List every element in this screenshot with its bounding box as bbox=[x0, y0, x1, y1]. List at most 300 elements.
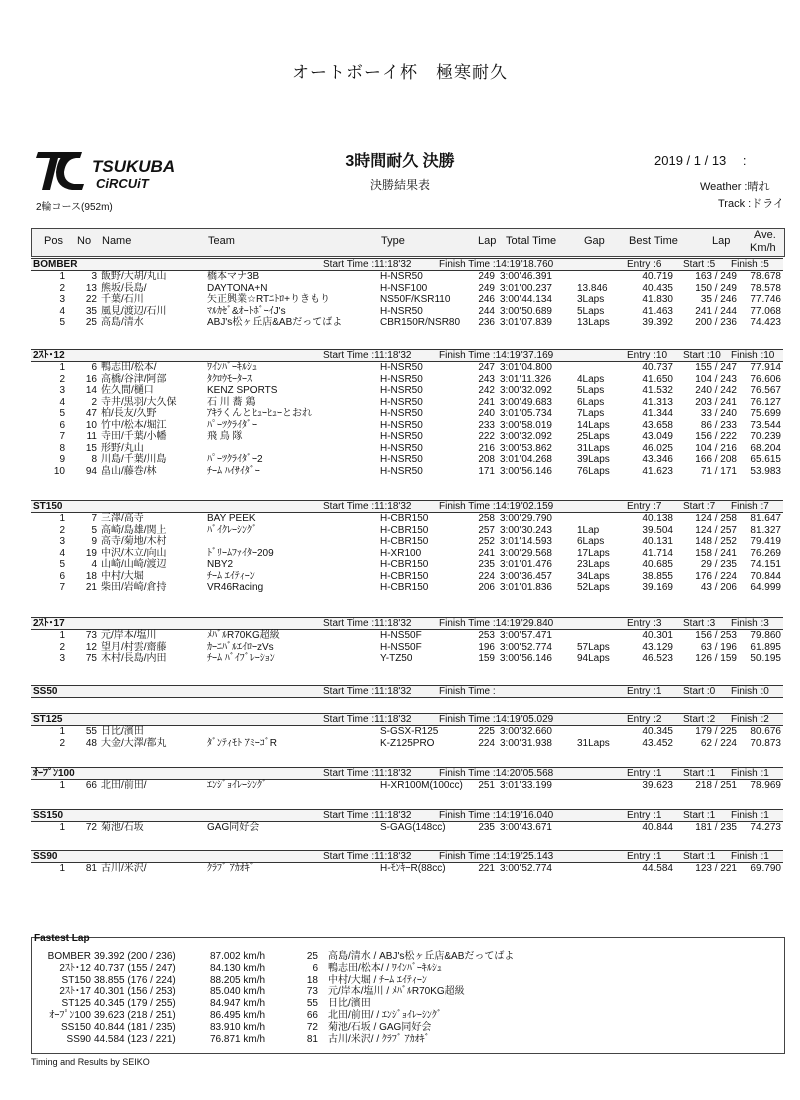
cell-no: 12 bbox=[85, 641, 97, 653]
cell-lap: 258 bbox=[478, 513, 495, 524]
fastest-lap-speed: 84.130 km/h bbox=[210, 962, 266, 974]
fastest-lap-rider-team: 北田/前田/ / ｴﾝｼﾞｮｲﾚｰｼﾝｸﾞ bbox=[328, 1010, 442, 1021]
race-title: 3時間耐久 決勝 bbox=[345, 153, 455, 170]
fastest-lap-rider-team: 菊池/石坂 / GAG同好会 bbox=[328, 1021, 432, 1033]
fastest-lap-time: 39.623 (218 / 251) bbox=[94, 1010, 176, 1021]
cell-gap: 31Laps bbox=[577, 737, 610, 749]
section-entry: Entry :2 bbox=[627, 714, 662, 725]
cell-total-time: 3:01'01.476 bbox=[500, 559, 552, 570]
cell-total-time: 3:00'29.790 bbox=[500, 513, 552, 524]
fastest-lap-row bbox=[0, 1010, 800, 1022]
course-name: 2輪コース(952m) bbox=[36, 202, 113, 213]
cell-total-time: 3:00'58.019 bbox=[500, 419, 552, 431]
cell-team: ﾀﾞﾝﾃｨﾓﾄ ｱﾐｰｺﾞR bbox=[207, 737, 277, 749]
section-finish-time: Finish Time : bbox=[439, 686, 496, 697]
logo-text-bottom: CiRCUiT bbox=[96, 176, 149, 191]
cell-name: 川島/千葉/川島 bbox=[101, 454, 167, 465]
cell-best-lap: 29 / 235 bbox=[700, 559, 737, 570]
section-finish-count: Finish :7 bbox=[731, 501, 769, 512]
cell-avg-speed: 68.204 bbox=[750, 442, 781, 454]
cell-avg-speed: 50.195 bbox=[750, 653, 781, 664]
cell-best-time: 43.452 bbox=[642, 737, 673, 749]
cell-team: ｶｰﾆﾊﾞﾙｴｲﾛｰzVs bbox=[207, 641, 274, 653]
fastest-lap-row bbox=[0, 986, 800, 998]
header-name: Name bbox=[102, 235, 132, 247]
cell-total-time: 3:00'32.092 bbox=[500, 431, 552, 442]
cell-total-time: 3:01'04.268 bbox=[500, 454, 552, 465]
cell-type: K-Z125PRO bbox=[380, 737, 435, 749]
cell-lap: 253 bbox=[478, 630, 495, 641]
cell-name: 山崎/山崎/渡辺 bbox=[101, 559, 167, 570]
cell-type: H-CBR150 bbox=[380, 513, 429, 524]
cell-best-time: 39.504 bbox=[642, 524, 673, 536]
header-avg-unit: Km/h bbox=[750, 242, 776, 254]
cell-gap: 4Laps bbox=[577, 373, 605, 385]
cell-total-time: 3:00'52.774 bbox=[500, 863, 552, 874]
table-row bbox=[31, 822, 783, 834]
cell-pos: 3 bbox=[59, 385, 65, 396]
cell-pos: 2 bbox=[59, 524, 65, 536]
fastest-lap-no: 18 bbox=[306, 974, 318, 986]
header-best-lap: Lap bbox=[712, 235, 731, 247]
cell-best-time: 40.131 bbox=[642, 536, 673, 547]
cell-best-time: 43.658 bbox=[642, 419, 673, 431]
cell-name: 寺井/黒羽/大久保 bbox=[101, 396, 177, 408]
cell-no: 72 bbox=[85, 822, 97, 833]
table-row bbox=[31, 397, 783, 409]
cell-pos: 7 bbox=[59, 582, 65, 593]
cell-lap: 249 bbox=[478, 282, 495, 294]
cell-name: 佐久間/樋口 bbox=[101, 385, 154, 396]
footer-credit: Timing and Results by SEIKO bbox=[31, 1057, 150, 1067]
section-header bbox=[31, 500, 783, 513]
cell-pos: 4 bbox=[59, 547, 65, 559]
section-start-time: Start Time :11:18'32 bbox=[323, 259, 412, 270]
cell-gap: 57Laps bbox=[577, 641, 610, 653]
section-2 bbox=[31, 500, 783, 594]
fastest-lap-time: 44.584 (123 / 221) bbox=[94, 1033, 176, 1045]
table-row bbox=[31, 294, 783, 306]
cell-best-time: 44.584 bbox=[642, 863, 673, 874]
cell-lap: 196 bbox=[478, 641, 495, 653]
cell-total-time: 3:00'56.146 bbox=[500, 653, 552, 664]
section-7 bbox=[31, 809, 783, 834]
weather-info: Weather :晴れ bbox=[700, 181, 770, 193]
header-pos: Pos bbox=[44, 235, 63, 247]
cell-pos: 1 bbox=[59, 630, 65, 641]
cell-total-time: 3:00'32.660 bbox=[500, 726, 552, 737]
cell-total-time: 3:00'49.683 bbox=[500, 396, 552, 408]
section-start-time: Start Time :11:18'32 bbox=[323, 501, 412, 512]
cell-gap: 94Laps bbox=[577, 653, 610, 664]
cell-lap: 241 bbox=[478, 547, 495, 559]
cell-type: S-GSX-R125 bbox=[380, 726, 439, 737]
fastest-lap-no: 25 bbox=[306, 951, 318, 962]
cell-no: 13 bbox=[85, 282, 97, 294]
cell-pos: 2 bbox=[59, 737, 65, 749]
cell-type: H-CBR150 bbox=[380, 582, 429, 593]
fastest-lap-speed: 86.495 km/h bbox=[210, 1010, 266, 1021]
cell-total-time: 3:01'14.593 bbox=[500, 536, 552, 547]
fastest-lap-rider-team: 日比/濱田 bbox=[328, 998, 371, 1010]
section-finish-count: Finish :2 bbox=[731, 714, 769, 725]
cell-lap: 242 bbox=[478, 385, 495, 396]
cell-team: ﾊﾟｰﾂｸﾗｲﾀﾞｰ bbox=[207, 419, 257, 431]
fastest-lap-time: 40.737 (155 / 247) bbox=[94, 962, 176, 974]
cell-total-time: 3:01'04.800 bbox=[500, 362, 552, 373]
cell-lap: 224 bbox=[478, 570, 495, 582]
cell-best-time: 43.049 bbox=[642, 431, 673, 442]
cell-avg-speed: 73.544 bbox=[750, 419, 781, 431]
table-row bbox=[31, 283, 783, 295]
cell-pos: 4 bbox=[59, 396, 65, 408]
cell-gap: 1Lap bbox=[577, 524, 600, 536]
cell-avg-speed: 77.746 bbox=[750, 294, 781, 305]
cell-total-time: 3:01'33.199 bbox=[500, 780, 552, 791]
cell-no: 55 bbox=[85, 726, 97, 737]
table-row bbox=[31, 454, 783, 466]
cell-gap: 6Laps bbox=[577, 396, 605, 408]
cell-total-time: 3:00'36.457 bbox=[500, 570, 552, 582]
header-lap: Lap bbox=[478, 235, 497, 247]
section-entry: Entry :6 bbox=[627, 259, 662, 270]
cell-name: 風見/渡辺/石川 bbox=[101, 305, 167, 317]
table-row bbox=[31, 571, 783, 583]
cell-total-time: 3:00'31.938 bbox=[500, 737, 552, 749]
section-start-time: Start Time :11:18'32 bbox=[323, 714, 412, 725]
cell-best-lap: 181 / 235 bbox=[695, 822, 737, 833]
fastest-lap-time: 40.844 (181 / 235) bbox=[94, 1021, 176, 1033]
cell-best-lap: 218 / 251 bbox=[695, 780, 737, 791]
cell-best-lap: 155 / 247 bbox=[695, 362, 737, 373]
cell-best-lap: 123 / 221 bbox=[695, 863, 737, 874]
cell-team: ﾏﾙｶｾﾞ&ｵｰﾄﾎﾞｰｲJ's bbox=[207, 305, 286, 317]
cell-best-time: 41.714 bbox=[642, 547, 673, 559]
fastest-lap-no: 6 bbox=[312, 962, 318, 974]
section-finish-count: Finish :1 bbox=[731, 851, 769, 862]
section-finish-time: Finish Time :14:19'16.040 bbox=[439, 810, 554, 821]
cell-lap: 249 bbox=[478, 271, 495, 282]
section-finish-time: Finish Time :14:19'25.143 bbox=[439, 851, 554, 862]
cell-name: 寺田/千葉/小幡 bbox=[101, 431, 167, 442]
section-start-time: Start Time :11:18'32 bbox=[323, 618, 412, 629]
fastest-lap-time: 40.345 (179 / 255) bbox=[94, 998, 176, 1010]
fastest-lap-no: 81 bbox=[306, 1033, 318, 1045]
fastest-lap-class: 2ｽﾄ･17 bbox=[59, 986, 91, 998]
cell-pos: 5 bbox=[59, 559, 65, 570]
fastest-lap-no: 73 bbox=[306, 986, 318, 998]
table-row bbox=[31, 374, 783, 386]
cell-avg-speed: 78.678 bbox=[750, 271, 781, 282]
section-category: SS150 bbox=[33, 810, 64, 821]
fastest-lap-rider-team: 高島/清水 / ABJ's松ヶ丘店&ABだってばよ bbox=[328, 951, 515, 962]
cell-pos: 6 bbox=[59, 419, 65, 431]
cell-name: 柴田/岩崎/倉持 bbox=[101, 582, 167, 593]
cell-name: 竹中/松本/堀江 bbox=[101, 419, 167, 431]
section-5 bbox=[31, 713, 783, 749]
section-finish-time: Finish Time :14:19'29.840 bbox=[439, 618, 554, 629]
cell-name: 千葉/石川 bbox=[101, 294, 144, 305]
section-4 bbox=[31, 685, 783, 698]
cell-best-time: 41.344 bbox=[642, 408, 673, 419]
cell-total-time: 3:00'44.134 bbox=[500, 294, 552, 305]
cell-pos: 1 bbox=[59, 271, 65, 282]
cell-type: H-XR100 bbox=[380, 547, 422, 559]
cell-gap: 5Laps bbox=[577, 305, 605, 317]
cell-type: Y-TZ50 bbox=[380, 653, 413, 664]
fastest-lap-class: SS150 bbox=[60, 1021, 91, 1033]
cell-pos: 1 bbox=[59, 780, 65, 791]
cell-no: 5 bbox=[91, 524, 97, 536]
cell-no: 66 bbox=[85, 780, 97, 791]
cell-name: 畠山/藤巻/林 bbox=[101, 465, 157, 477]
fastest-lap-no: 66 bbox=[306, 1010, 318, 1021]
cell-best-time: 38.855 bbox=[642, 570, 673, 582]
cell-type: H-NSR50 bbox=[380, 362, 423, 373]
cell-pos: 3 bbox=[59, 536, 65, 547]
cell-name: 望月/村雲/齋藤 bbox=[101, 641, 167, 653]
cell-lap: 246 bbox=[478, 294, 495, 305]
fastest-lap-rider-team: 鴨志田/松本/ / ﾜｲﾝﾊﾞｰｷﾙｼｭ bbox=[328, 962, 442, 974]
section-6 bbox=[31, 767, 783, 792]
cell-total-time: 3:00'56.146 bbox=[500, 465, 552, 477]
cell-team: GAG同好会 bbox=[207, 822, 260, 833]
cell-lap: 235 bbox=[478, 822, 495, 833]
table-row bbox=[31, 362, 783, 374]
section-category: 2ｽﾄ･12 bbox=[33, 350, 65, 361]
section-1 bbox=[31, 349, 783, 477]
fastest-lap-row bbox=[0, 998, 800, 1010]
fastest-lap-speed: 85.040 km/h bbox=[210, 986, 266, 998]
cell-pos: 10 bbox=[53, 465, 65, 477]
fastest-lap-row bbox=[0, 951, 800, 963]
cell-best-time: 41.532 bbox=[642, 385, 673, 396]
cell-best-lap: 166 / 208 bbox=[695, 454, 737, 465]
cell-avg-speed: 74.273 bbox=[750, 822, 781, 833]
cell-avg-speed: 79.419 bbox=[750, 536, 781, 547]
cell-pos: 2 bbox=[59, 373, 65, 385]
table-row bbox=[31, 630, 783, 642]
section-finish-count: Finish :1 bbox=[731, 768, 769, 779]
table-row bbox=[31, 420, 783, 432]
section-entry: Entry :3 bbox=[627, 618, 662, 629]
cell-best-lap: 158 / 241 bbox=[695, 547, 737, 559]
cell-best-time: 40.435 bbox=[642, 282, 673, 294]
cell-team: 橋本マナ3B bbox=[207, 271, 260, 282]
section-start-time: Start Time :11:18'32 bbox=[323, 768, 412, 779]
cell-avg-speed: 75.699 bbox=[750, 408, 781, 419]
cell-best-lap: 240 / 242 bbox=[695, 385, 737, 396]
cell-team: ﾁｰﾑ ﾊｲｻｲﾀﾞｰ bbox=[207, 465, 260, 477]
cell-total-time: 3:01'07.839 bbox=[500, 317, 552, 328]
cell-name: 中村/大堀 bbox=[101, 570, 144, 582]
cell-pos: 8 bbox=[59, 442, 65, 454]
cell-total-time: 3:00'53.862 bbox=[500, 442, 552, 454]
cell-lap: 235 bbox=[478, 559, 495, 570]
cell-name: 古川/米沢/ bbox=[101, 863, 147, 874]
cell-team: BAY PEEK bbox=[207, 513, 256, 524]
cell-gap: 13.846 bbox=[577, 282, 608, 294]
cell-lap: 233 bbox=[478, 419, 495, 431]
cell-best-time: 41.463 bbox=[642, 305, 673, 317]
cell-no: 35 bbox=[85, 305, 97, 317]
section-header bbox=[31, 767, 783, 780]
cell-total-time: 3:01'05.734 bbox=[500, 408, 552, 419]
cell-pos: 5 bbox=[59, 317, 65, 328]
section-entry: Entry :1 bbox=[627, 686, 662, 697]
fastest-lap-class: BOMBER bbox=[47, 951, 91, 962]
section-start-count: Start :1 bbox=[683, 851, 716, 862]
cell-best-lap: 104 / 216 bbox=[695, 442, 737, 454]
section-finish-time: Finish Time :14:19'18.760 bbox=[439, 259, 554, 270]
cell-pos: 1 bbox=[59, 822, 65, 833]
cell-best-lap: 62 / 224 bbox=[700, 737, 737, 749]
cell-avg-speed: 64.999 bbox=[750, 582, 781, 593]
fastest-lap-row bbox=[0, 1022, 800, 1034]
cell-no: 19 bbox=[85, 547, 97, 559]
section-entry: Entry :1 bbox=[627, 768, 662, 779]
cell-type: H-NSR50 bbox=[380, 431, 423, 442]
cell-name: 北田/前田/ bbox=[101, 780, 147, 791]
cell-pos: 1 bbox=[59, 513, 65, 524]
cell-best-lap: 126 / 159 bbox=[695, 653, 737, 664]
cell-pos: 2 bbox=[59, 282, 65, 294]
cell-gap: 31Laps bbox=[577, 442, 610, 454]
cell-lap: 216 bbox=[478, 442, 495, 454]
cell-type: H-NSR50 bbox=[380, 396, 423, 408]
cell-type: H-NSR50 bbox=[380, 442, 423, 454]
cell-type: H-NSR50 bbox=[380, 373, 423, 385]
fastest-lap-row bbox=[0, 1034, 800, 1046]
cell-no: 11 bbox=[86, 431, 97, 442]
section-finish-time: Finish Time :14:19'05.029 bbox=[439, 714, 554, 725]
cell-no: 8 bbox=[91, 454, 97, 465]
cell-type: H-CBR150 bbox=[380, 559, 429, 570]
fastest-lap-row bbox=[0, 963, 800, 975]
cell-team: ﾁｰﾑ ﾊﾞｲﾌﾞﾚｰｼｮﾝ bbox=[207, 653, 275, 664]
cell-type: NS50F/KSR110 bbox=[380, 294, 451, 305]
fastest-lap-class: ST125 bbox=[61, 998, 91, 1010]
cell-avg-speed: 70.239 bbox=[750, 431, 781, 442]
cell-gap: 14Laps bbox=[577, 419, 610, 431]
cell-gap: 13Laps bbox=[577, 317, 610, 328]
cell-team: ｱｷﾗくんとﾋｭｰﾋｭｰとおれ bbox=[207, 408, 312, 419]
section-finish-count: Finish :1 bbox=[731, 810, 769, 821]
fastest-lap-class: ST150 bbox=[61, 974, 91, 986]
cell-no: 94 bbox=[85, 465, 97, 477]
cell-name: 菊池/石坂 bbox=[101, 822, 144, 833]
section-header bbox=[31, 809, 783, 822]
fastest-lap-rider-team: 元/岸本/塩川 / ﾒﾊﾞﾙR70KG超級 bbox=[328, 986, 465, 998]
cell-name: 高橋/谷津/阿部 bbox=[101, 373, 167, 385]
table-row bbox=[31, 559, 783, 571]
cell-lap: 208 bbox=[478, 454, 495, 465]
cell-gap: 17Laps bbox=[577, 547, 610, 559]
cell-name: 三澤/高寺 bbox=[101, 513, 144, 524]
table-row bbox=[31, 317, 783, 329]
cell-name: 熊坂/長島/ bbox=[101, 282, 147, 294]
cell-team: 飛 鳥 隊 bbox=[207, 431, 243, 442]
cell-team: ABJ's松ヶ丘店&ABだってばよ bbox=[207, 317, 343, 328]
cell-best-lap: 156 / 222 bbox=[695, 431, 737, 442]
cell-lap: 206 bbox=[478, 582, 495, 593]
cell-avg-speed: 74.151 bbox=[750, 559, 781, 570]
cell-best-lap: 43 / 206 bbox=[700, 582, 737, 593]
cell-team: ﾊﾞｲｸﾚｰｼﾝｸﾞ bbox=[207, 524, 257, 536]
document-title: オートボーイ杯 極寒耐久 bbox=[292, 63, 508, 82]
cell-no: 18 bbox=[85, 570, 97, 582]
cell-best-time: 41.830 bbox=[642, 294, 673, 305]
cell-team: NBY2 bbox=[207, 559, 234, 570]
section-finish-count: Finish :10 bbox=[731, 350, 775, 361]
cell-type: H-NSR50 bbox=[380, 305, 423, 317]
cell-lap: 243 bbox=[478, 373, 495, 385]
cell-no: 73 bbox=[85, 630, 97, 641]
cell-team: ﾀｸﾛｳﾓｰﾀｰｽ bbox=[207, 373, 252, 385]
cell-best-lap: 150 / 249 bbox=[695, 282, 737, 294]
section-start-time: Start Time :11:18'32 bbox=[323, 686, 412, 697]
cell-best-time: 40.138 bbox=[642, 513, 673, 524]
section-category: SS90 bbox=[33, 851, 58, 862]
section-category: ST150 bbox=[33, 501, 63, 512]
cell-total-time: 3:00'50.689 bbox=[500, 305, 552, 317]
cell-best-lap: 104 / 243 bbox=[695, 373, 737, 385]
cell-gap: 34Laps bbox=[577, 570, 610, 582]
section-category: 2ｽﾄ･17 bbox=[33, 618, 65, 629]
fastest-lap-no: 72 bbox=[306, 1021, 318, 1033]
section-entry: Entry :10 bbox=[627, 350, 668, 361]
table-row bbox=[31, 653, 783, 665]
cell-avg-speed: 74.423 bbox=[750, 317, 781, 328]
cell-best-lap: 86 / 233 bbox=[700, 419, 737, 431]
cell-avg-speed: 76.269 bbox=[750, 547, 781, 559]
section-category: ｵｰﾌﾟﾝ100 bbox=[33, 768, 75, 779]
cell-gap: 39Laps bbox=[577, 454, 610, 465]
section-finish-time: Finish Time :14:19'02.159 bbox=[439, 501, 554, 512]
fastest-lap-class: ｵｰﾌﾟﾝ100 bbox=[49, 1010, 91, 1021]
table-row bbox=[31, 525, 783, 537]
cell-name: 飯野/大胡/丸山 bbox=[101, 271, 167, 282]
cell-team: 石 川 蕎 鶏 bbox=[207, 396, 256, 408]
cell-pos: 1 bbox=[59, 362, 65, 373]
cell-avg-speed: 65.615 bbox=[750, 454, 781, 465]
results-table-header bbox=[31, 228, 785, 257]
cell-avg-speed: 53.983 bbox=[750, 465, 781, 477]
cell-best-lap: 156 / 253 bbox=[695, 630, 737, 641]
cell-best-time: 43.346 bbox=[642, 454, 673, 465]
cell-name: 高島/清水 bbox=[101, 317, 144, 328]
table-row bbox=[31, 582, 783, 594]
cell-no: 4 bbox=[91, 559, 97, 570]
cell-best-lap: 163 / 249 bbox=[695, 271, 737, 282]
fastest-lap-row bbox=[0, 975, 800, 987]
table-row bbox=[31, 408, 783, 420]
cell-lap: 236 bbox=[478, 317, 495, 328]
cell-pos: 6 bbox=[59, 570, 65, 582]
cell-type: H-NSR50 bbox=[380, 454, 423, 465]
cell-total-time: 3:00'32.092 bbox=[500, 385, 552, 396]
cell-avg-speed: 80.676 bbox=[750, 726, 781, 737]
cell-pos: 1 bbox=[59, 863, 65, 874]
cell-avg-speed: 77.914 bbox=[750, 362, 781, 373]
cell-best-time: 40.685 bbox=[642, 559, 673, 570]
cell-total-time: 3:00'30.243 bbox=[500, 524, 552, 536]
section-start-count: Start :10 bbox=[683, 350, 721, 361]
cell-team: ｴﾝｼﾞｮｲﾚｰｼﾝｸﾞ bbox=[207, 780, 267, 791]
cell-avg-speed: 70.844 bbox=[750, 570, 781, 582]
fastest-lap-speed: 88.205 km/h bbox=[210, 974, 266, 986]
cell-total-time: 3:00'29.568 bbox=[500, 547, 552, 559]
